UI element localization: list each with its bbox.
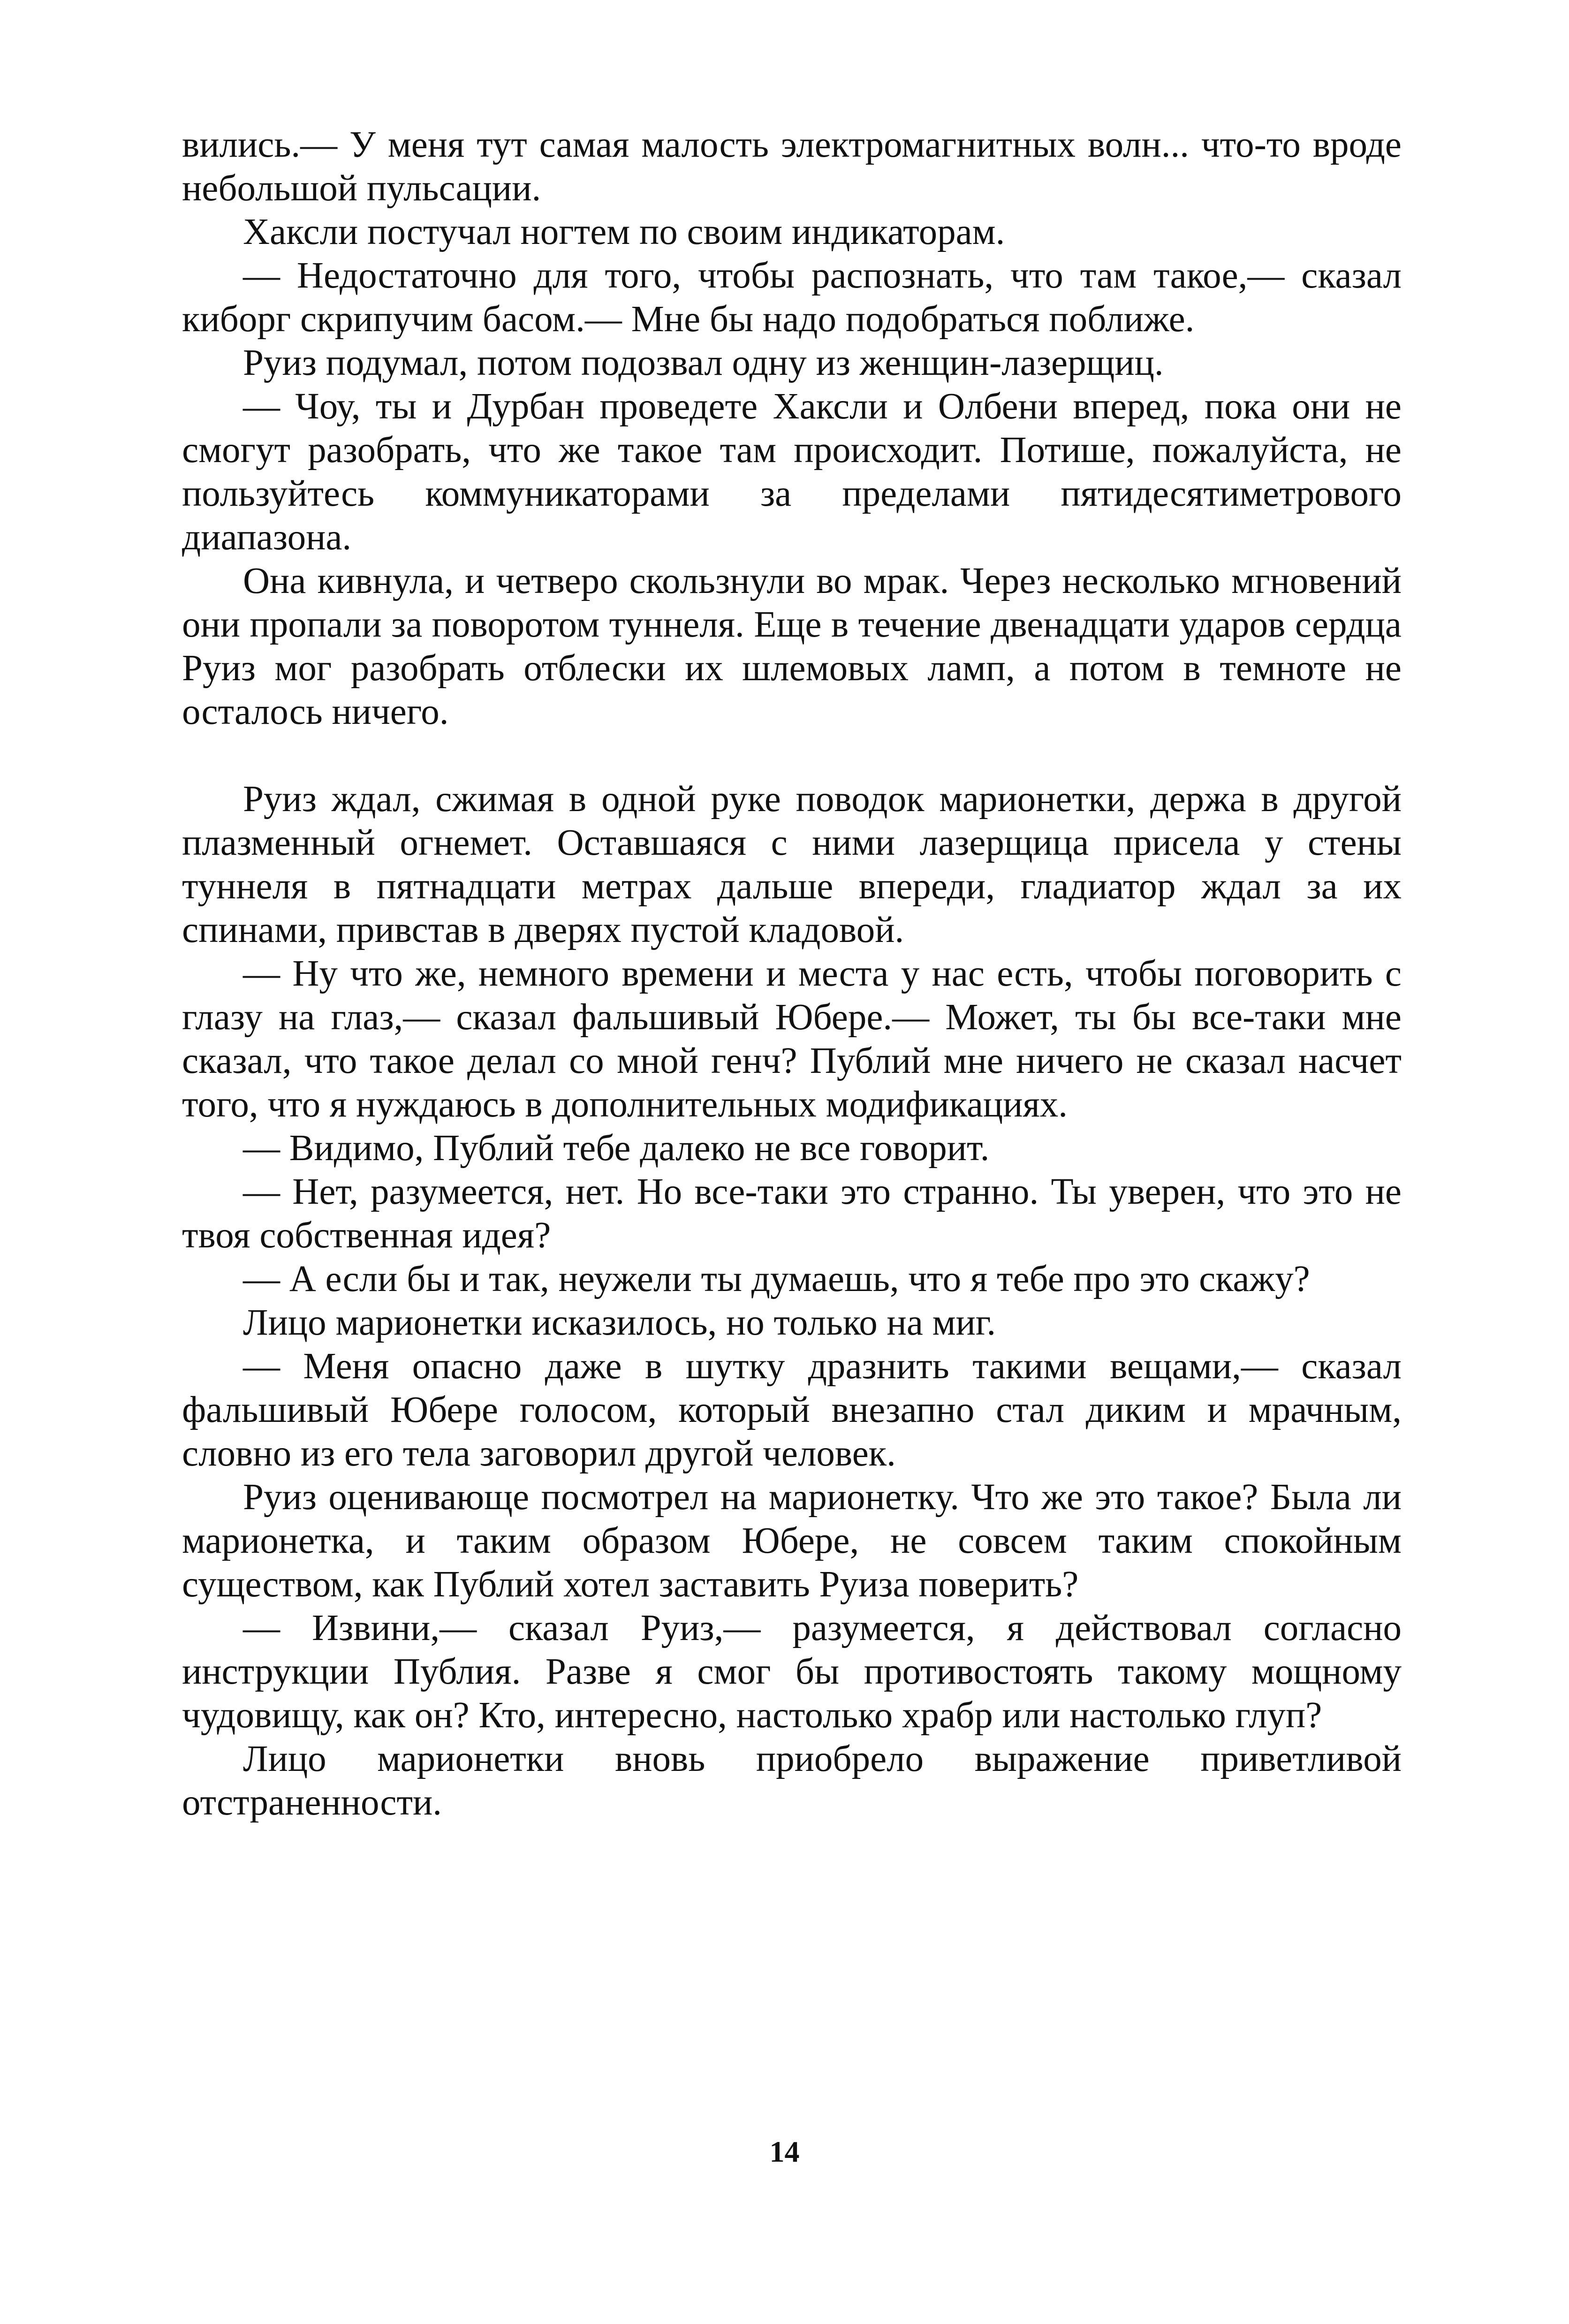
paragraph-2: Хаксли постучал ногтем по своим индикаторам. <box>243 212 1005 252</box>
paragraph-15: — Извини,— сказал Руиз,— разумеется, я действовал согласно инструкции Публия. Разве я смог бы противостоять такому мощному чудовищу, как он? Кто, интересно, настолько храбр или настолько глуп? <box>182 1608 1402 1736</box>
page-number: 14 <box>769 2135 800 2168</box>
paragraph-8: — Ну что же, немного времени и места у нас есть, чтобы поговорить с глазу на глаз,— сказал фальшивый Юбере.— Может, ты бы все-таки мне сказал, что такое делал со мной генч? Публий мне ничего не сказал насчет того, что я нуждаюсь в дополнительных модификациях. <box>182 953 1402 1125</box>
paragraph-9: — Видимо, Публий тебе далеко не все говорит. <box>243 1128 990 1169</box>
paragraph-14: Руиз оценивающе посмотрел на марионетку. Что же это такое? Была ли марионетка, и таким образом Юбере, не совсем таким спокойным существом, как Публий хотел заставить Руиза поверить? <box>182 1477 1402 1605</box>
paragraph-12: Лицо марионетки исказилось, но только на миг. <box>243 1302 996 1343</box>
paragraph-13: — Меня опасно даже в шутку дразнить такими вещами,— сказал фальшивый Юбере голосом, который внезапно стал диким и мрачным, словно из его тела заговорил другой человек. <box>182 1346 1402 1474</box>
paragraph-4: Руиз подумал, потом подозвал одну из женщин-лазерщиц. <box>243 342 1164 383</box>
paragraph-1: вились.— У меня тут самая малость электромагнитных волн... что-то вроде небольшой пульсации. <box>182 124 1402 209</box>
body-text <box>182 123 1402 1824</box>
paragraph-11: — А если бы и так, неужели ты думаешь, что я тебе про это скажу? <box>243 1259 1310 1299</box>
paragraph-6: Она кивнула, и четверо скользнули во мрак. Через несколько мгновений они пропали за поворотом туннеля. Еще в течение двенадцати ударов сердца Руиз мог разобрать отблески их шлемовых ламп, а потом в темноте не осталось ничего. <box>182 561 1402 732</box>
paragraph-16: Лицо марионетки вновь приобрело выражение приветливой отстраненности. <box>182 1739 1402 1823</box>
paragraph-3: — Недостаточно для того, чтобы распознать, что там такое,— сказал киборг скрипучим басом.— Мне бы надо подобраться поближе. <box>182 255 1402 340</box>
paragraph-5: — Чоу, ты и Дурбан проведете Хаксли и Олбени вперед, пока они не смогут разобрать, что же такое там происходит. Потише, пожалуйста, не пользуйтесь коммуникаторами за пределами пятидесятиметрового диапазона. <box>182 386 1402 558</box>
paragraph-10: — Нет, разумеется, нет. Но все-таки это странно. Ты уверен, что это не твоя собственная идея? <box>182 1171 1402 1256</box>
paragraph-7: Руиз ждал, сжимая в одной руке поводок марионетки, держа в другой плазменный огнемет. Оставшаяся с ними лазерщица присела у стены туннеля в пятнадцати метрах дальше впереди, гладиатор ждал за их спинами, привстав в дверях пустой кладовой. <box>182 779 1402 950</box>
